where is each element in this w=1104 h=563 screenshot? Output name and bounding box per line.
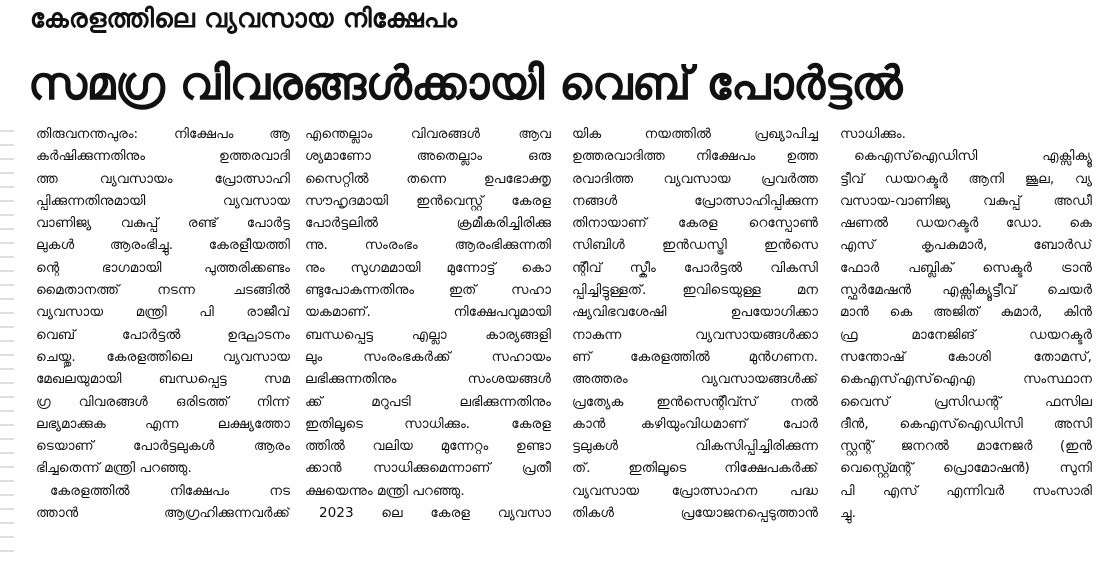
text-line: കാൻ കഴിയുംവിധമാണ് പോർ: [572, 415, 818, 432]
text-line: ടെയാണ് പോർട്ടലുകൾ ആരം: [36, 438, 290, 455]
text-line: മാൻ കെ അജിത് കുമാർ, കിൻ: [840, 304, 1092, 321]
text-line: യിക നയത്തിൽ പ്രഖ്യാപിച്ച: [572, 126, 818, 142]
text-line: ത്താൻ ആഗ്രഹിക്കുന്നവർക്ക്: [36, 505, 290, 522]
text-line: സ്റ്റന്റ് ജനറൽ മാനേജർ (ഇൻ: [840, 438, 1092, 455]
text-line: സാധിക്കും.: [840, 126, 906, 142]
text-line: പ്പിക്കുന്നതിനുമായി വ്യവസായ: [36, 192, 290, 209]
text-line: യകമാണ്. നിക്ഷേപവുമായി: [305, 304, 551, 321]
text-line: ഭിച്ചതെന്ന് മന്ത്രി പറഞ്ഞു.: [36, 460, 192, 477]
text-line: ട്ടലുകൾ വികസിപ്പിച്ചിരിക്കുന്ന: [572, 438, 818, 455]
text-line: ഷ്യവിഭവശേഷി ഉപയോഗിക്കാ: [572, 304, 818, 321]
article-headline: സമഗ്ര വിവരങ്ങൾക്കായി വെബ് പോർട്ടൽ: [28, 56, 902, 110]
text-line: ഫോർ പബ്ലിക് സെക്ടർ ട്രാൻ: [840, 259, 1092, 276]
text-line: നങ്ങൾ പ്രോത്സാഹിപ്പിക്കുന്ന: [572, 192, 818, 209]
text-line: പി എസ് എന്നിവർ സംസാരി: [840, 482, 1092, 499]
text-line: സ്ഫർമേഷൻ എക്സിക്യൂട്ടീവ് ചെയർ: [840, 282, 1092, 299]
article-column-3: [572, 123, 818, 524]
text-line: സിബിൾ ഇൻഡസ്ട്രി ഇൻസെ: [572, 237, 818, 254]
text-line: ചെയ്തു. കേരളത്തിലെ വ്യവസായ: [36, 348, 290, 365]
text-line: സന്തോഷ് കോശി തോമസ്,: [840, 348, 1092, 365]
text-line: ക്ക് മറുപടി ലഭിക്കുന്നതിനും: [305, 393, 551, 410]
text-line: ന്റെ ഭാഗമായി പുത്തരിക്കണ്ടം: [36, 259, 290, 276]
text-line: ഫ്ര മാനേജിങ് ഡയറക്ടർ: [840, 326, 1092, 343]
text-line: നാകുന്ന വ്യവസായങ്ങൾക്കാ: [572, 326, 818, 343]
text-line: കർഷിക്കുന്നതിനും ഉത്തരവാദി: [36, 148, 290, 165]
text-line: തിനായാണ് കേരള റെസ്പോൺ: [572, 215, 818, 232]
text-line: ത്ത വ്യവസായം പ്രോത്സാഹി: [36, 170, 290, 187]
text-line: 2023 ലെ കേരള വ്യവസാ: [319, 505, 551, 522]
text-line: വെസ്റ്റ്മെന്റ് പ്രൊമോഷൻ) സുനി: [840, 460, 1092, 477]
text-line: ഉത്തരവാദിത്ത നിക്ഷേപം ഉത്ത: [572, 148, 818, 165]
text-line: വാണിജ്യ വകുപ്പ് രണ്ട് പോർട്ട: [36, 215, 290, 232]
text-line: രവാദിത്ത വ്യവസായ പ്രവർത്ത: [572, 170, 818, 187]
text-line: സൗഹൃദമായി ഇൻവെസ്റ്റ് കേരള: [305, 192, 551, 209]
text-line: കേരളത്തിൽ നിക്ഷേപം നട: [50, 482, 290, 499]
article-column-2: [305, 123, 551, 524]
text-line: ലും സംരംഭകർക്ക് സഹായം: [305, 348, 551, 365]
text-line: കെഎസ്ഐഡിസി എക്സിക്യൂ: [854, 148, 1092, 165]
text-line: സൈറ്റിൽ തന്നെ ഉപഭോക്തൃ: [305, 170, 551, 187]
text-line: ന്റീവ് സ്കീം പോർട്ടൽ വികസി: [572, 259, 818, 276]
text-line: വൈസ് പ്രസിഡന്റ് ഫസില: [840, 393, 1092, 410]
text-line: എന്തെല്ലാം വിവരങ്ങൾ ആവ: [305, 126, 551, 142]
text-line: ണ്ടുപോകുന്നതിനും ഇത് സഹാ: [305, 282, 551, 299]
text-line: വസായ-വാണിജ്യ വകുപ്പ് അഡീ: [840, 192, 1092, 209]
text-line: പോർട്ടലിൽ ക്രമീകരിച്ചിരിക്കു: [305, 215, 551, 232]
text-line: മൈതാനത്ത് നടന്ന ചടങ്ങിൽ: [36, 282, 290, 299]
text-line: ത്. ഇതിലൂടെ നിക്ഷേപകർക്ക്: [572, 460, 818, 477]
text-line: ബന്ധപ്പെട്ട എല്ലാ കാര്യങ്ങളി: [305, 326, 551, 343]
text-line: വെബ് പോർട്ടൽ ഉദ്ഘാടനം: [36, 326, 290, 343]
text-line: ഷണൽ ഡയറക്ടർ ഡോ. കെ: [840, 215, 1092, 232]
text-line: അത്തരം വ്യവസായങ്ങൾക്ക്: [572, 371, 818, 388]
article-column-4: [840, 123, 1092, 524]
text-line: ട്ടീവ് ഡയറക്ടർ ആനി ജൂല, വ്യ: [840, 170, 1092, 187]
text-line: എസ് കൃപകുമാർ, ബോർഡ്: [840, 237, 1092, 254]
text-line: ണ് കേരളത്തിൽ മുൻഗണന.: [572, 348, 818, 365]
text-line: വ്യവസായ മന്ത്രി പി രാജീവ്: [36, 304, 290, 321]
text-line: തികൾ പ്രയോജനപ്പെടുത്താൻ: [572, 505, 818, 522]
text-line: ലഭിക്കുന്നതിനും സംശയങ്ങൾ: [305, 371, 551, 388]
text-line: തിരുവനന്തപുരം: നിക്ഷേപം ആ: [36, 126, 290, 142]
text-line: വ്യവസായ പ്രോത്സാഹന പദ്ധ: [572, 482, 818, 499]
text-line: ഇതിലൂടെ സാധിക്കും. കേരള: [305, 415, 551, 432]
text-line: ക്കാൻ സാധിക്കുമെന്നാണ് പ്രതീ: [305, 460, 551, 477]
text-line: ശ്യമാണോ അതെല്ലാം ഒരു: [305, 148, 551, 165]
text-line: പ്പിച്ചിട്ടുള്ളത്. ഇവിടെയുള്ള മന: [572, 282, 818, 299]
text-line: ക്ഷയെന്നും മന്ത്രി പറഞ്ഞു.: [305, 482, 465, 499]
text-line: ന്നു. സംരംഭം ആരംഭിക്കുന്നതി: [305, 237, 551, 254]
article-kicker: കേരളത്തിലെ വ്യവസായ നിക്ഷേപം: [30, 4, 458, 34]
text-line: നും സുഗമമായി മുന്നോട്ട് കൊ: [305, 259, 551, 276]
article-column-1: [36, 123, 290, 524]
text-line: ലഭ്യമാക്കുക എന്ന ലക്ഷ്യത്തോ: [36, 415, 290, 432]
text-line: കെഎസ്എസ്ഐഎ സംസ്ഥാന: [840, 371, 1092, 388]
text-line: ലുകൾ ആരംഭിച്ചു. കേരളീയത്തി: [36, 237, 290, 254]
text-line: ച്ചു.: [840, 505, 856, 522]
text-line: പ്രത്യേക ഇൻസെന്റീവ്സ് നൽ: [572, 393, 818, 410]
text-line: ദീൻ, കെഎസ്ഐഡിസി അസി: [840, 415, 1092, 432]
text-line: മേഖലയുമായി ബന്ധപ്പെട്ട സമ: [36, 371, 290, 388]
text-line: ത്തിൽ വലിയ മുന്നേറ്റം ഉണ്ടാ: [305, 438, 551, 455]
text-line: ഗ്ര വിവരങ്ങൾ ഒരിടത്ത് നിന്ന്: [36, 393, 290, 410]
article-body: [0, 123, 1104, 563]
